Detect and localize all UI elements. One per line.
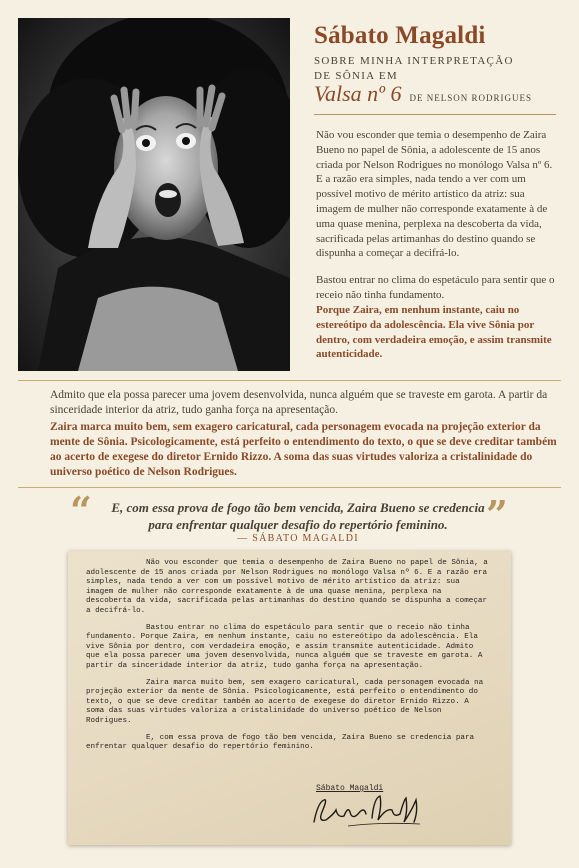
letter-body xyxy=(86,559,491,760)
subtitle-line-1: SOBRE MINHA INTERPRETAÇÃO xyxy=(314,55,514,67)
typewritten-letter xyxy=(68,551,511,845)
subtitle-line-2: DE SÔNIA EM xyxy=(314,70,398,82)
title-divider xyxy=(314,114,556,115)
quote-attribution: — SÁBATO MAGALDI xyxy=(237,533,359,544)
article-paragraph-1: Não vou esconder que temia o desempenho de Zaira Bueno no papel de Sônia, a adolescente de 15 anos criada por Nelson Rodrigues no monólogo Valsa nº 6. E a razão era simples, nada tendo a ver com um possível motivo de mérito artístico da atriz: sua imagem de mulher não corresponde exatamente à de uma quase menina, perplexa na descoberta da vida, sacrificada pelas artimanhas do destino quando se dispunha a começar a decifrá-lo. xyxy=(316,129,553,260)
actress-photo xyxy=(18,18,290,371)
handwritten-signature xyxy=(308,792,428,830)
pull-quote: E, com essa prova de fogo tão bem vencida, Zaira Bueno se credencia para enfrentar qualquer desafio do repertório feminino. xyxy=(111,500,485,532)
article-highlight: Porque Zaira, em nenhum instante, caiu no estereótipo da adolescência. Ela vive Sônia por dentro, com verdadeira emoção, e assim transmite autenticidade. xyxy=(316,304,552,361)
article-paragraph-4: Zaira marca muito bem, sem exagero caricatural, cada personagem evocada na projeção exterior da mente de Sônia. Psicologicamente, está perfeito o entendimento do texto, o que se deve creditar também ao acerto de exegese do diretor Ernido Rizzo. A soma das suas virtudes valoriza a cristalinidade do universo poético de Nelson Rodrigues. xyxy=(50,421,557,478)
portrait-illustration xyxy=(18,18,290,371)
open-quote-icon: “ xyxy=(70,488,92,533)
page-title: Sábato Magaldi xyxy=(314,22,486,49)
subtitle xyxy=(314,54,564,106)
close-quote-icon: ” xyxy=(486,492,508,537)
play-title: Valsa nº 6 xyxy=(314,81,402,106)
letter-paragraph-2: Bastou entrar no clima do espetáculo para sentir que o receio não tinha fundamento. Porque Zaira, em nenhum instante, caiu no estereótipo da adolescência. Ela vive Sônia por dentro, com verdadeira emoção, e assim transmite autenticidade. Admito que ela possa parecer uma jovem desenvolvida, nunca alguém que se traveste em garota. A partir da sinceridade interior da atriz, tudo ganha força na apresentação. xyxy=(86,623,483,670)
letter-paragraph-4: E, com essa prova de fogo tão bem vencida, Zaira Bueno se credencia para enfrentar qualquer desafio do repertório feminino. xyxy=(86,733,475,752)
letter-signature-name: Sábato Magaldi xyxy=(316,784,384,793)
play-line xyxy=(314,81,564,106)
play-author: DE NELSON RODRIGUES xyxy=(409,93,532,103)
section-divider xyxy=(18,380,561,381)
article-paragraph-3: Admito que ela possa parecer uma jovem desenvolvida, nunca alguém que se traveste em garota. A partir da sinceridade interior da atriz, tudo ganha força na apresentação. xyxy=(50,389,548,416)
quote-divider xyxy=(18,487,561,488)
letter-paragraph-1: Não vou esconder que temia o desempenho de Zaira Bueno no papel de Sônia, a adolescente de 15 anos criada por Nelson Rodrigues no monólogo Valsa nº 6. E a razão era simples, nada tendo a ver com um possível motivo de mérito artístico da atriz: sua imagem de mulher não corresponde exatamente à de uma quase menina, perplexa na descoberta da vida, sacrificada pelas artimanhas do destino quando se dispunha a começar a decifrá-lo. xyxy=(86,559,488,615)
letter-paragraph-3: Zaira marca muito bem, sem exagero caricatural, cada personagem evocada na projeção exterior da mente de Sônia. Psicologicamente, está perfeito o entendimento do texto, o que se deve creditar também ao acerto de exegese do diretor Ernido Rizzo. A soma das suas virtudes valoriza a cristalinidade do universo poético de Nelson Rodrigues. xyxy=(86,678,484,725)
article-paragraph-2: Bastou entrar no clima do espetáculo para sentir que o receio não tinha fundamento. xyxy=(316,274,555,301)
